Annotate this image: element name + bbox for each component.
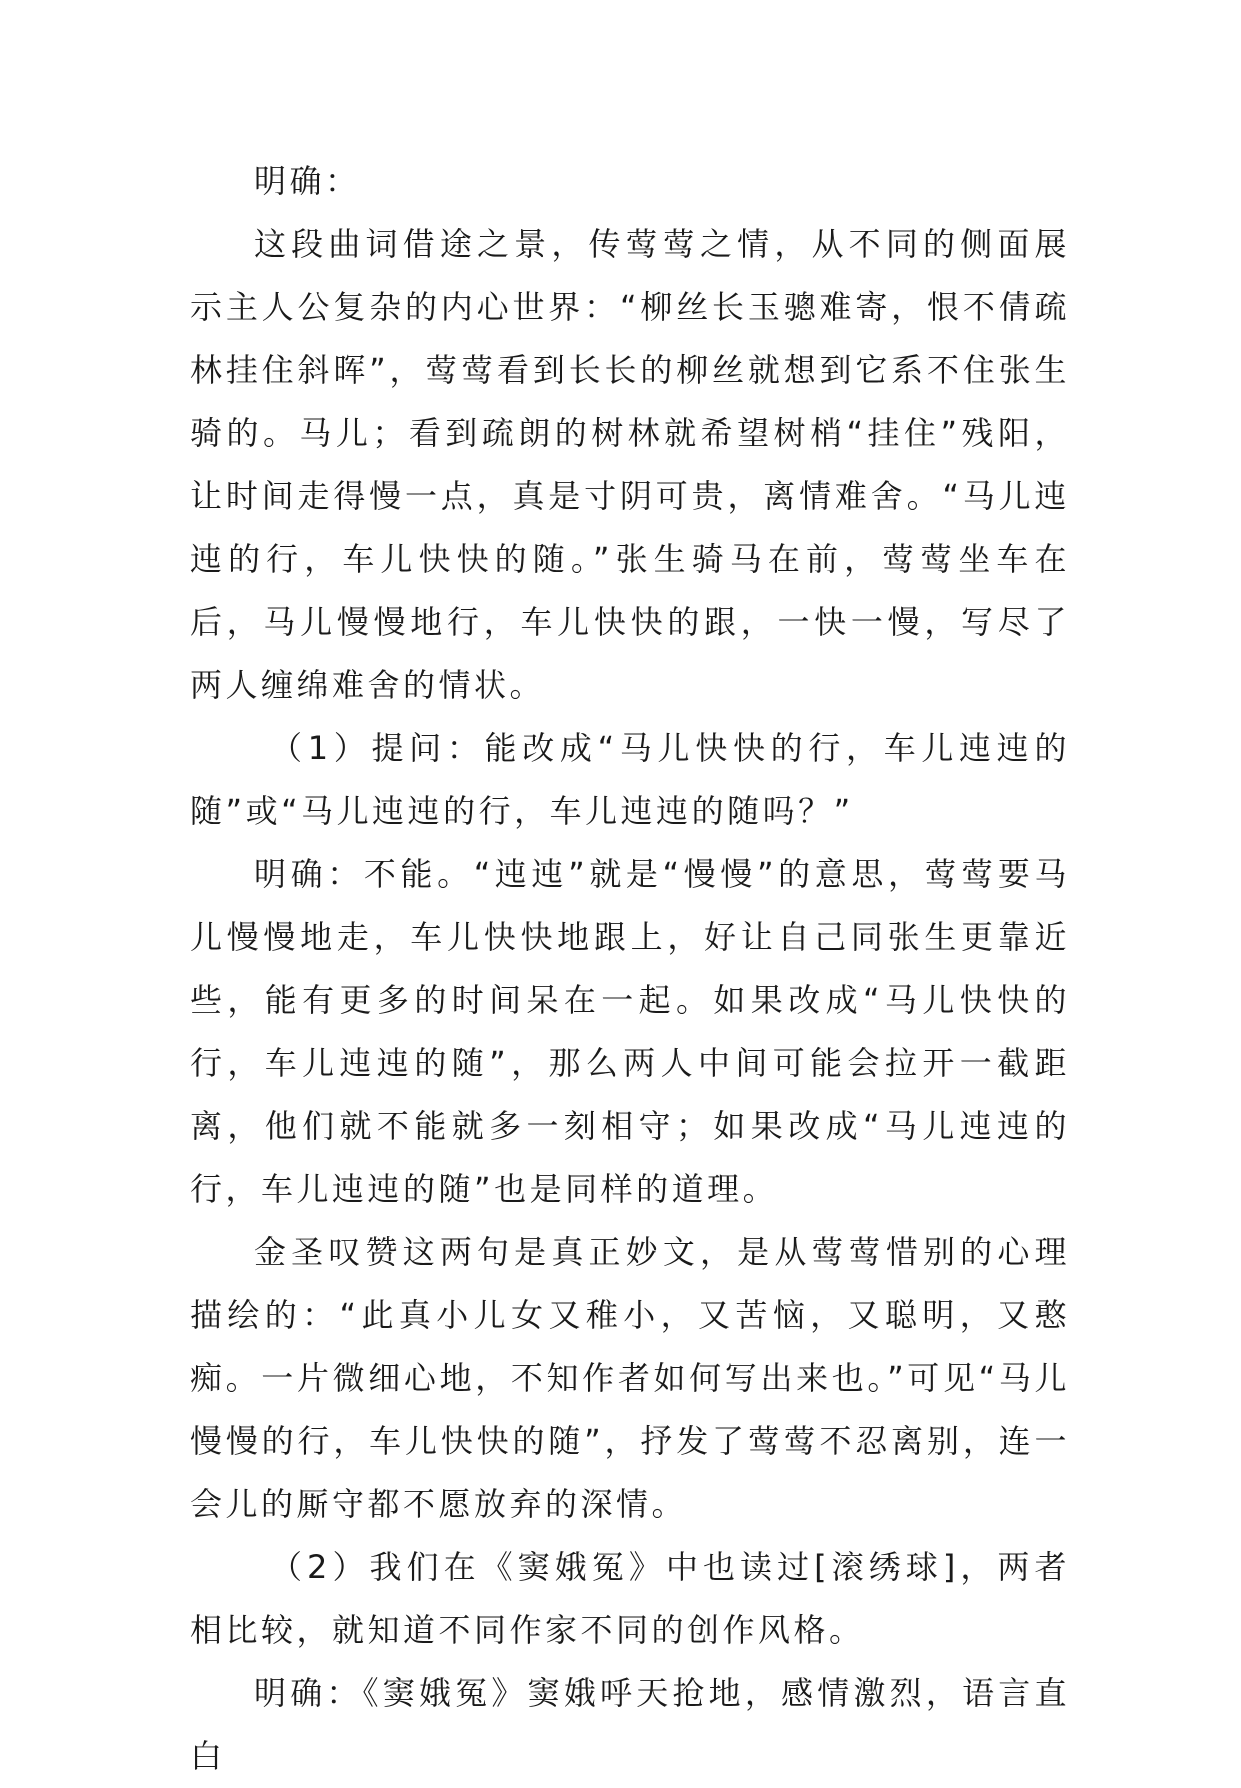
paragraph-answer-2: 明确：《窦娥冤》窦娥呼天抢地，感情激烈，语言直白 bbox=[190, 1674, 1070, 1775]
document-body bbox=[190, 150, 1070, 1788]
paragraph-analysis: 这段曲词借途之景，传莺莺之情，从不同的侧面展示主人公复杂的内心世界：“柳丝长玉骢难寄，恨不倩疏林挂住斜晖”，莺莺看到长长的柳丝就想到它系不住张生骑的。马儿；看到疏朗的树林就希望树梢“挂住”残阳，让时间走得慢一点，真是寸阴可贵，离情难舍。“马儿迍迍的行，车儿快快的随。”张生骑马在前，莺莺坐车在后，马儿慢慢地行，车儿快快的跟，一快一慢，写尽了两人缠绵难舍的情状。 bbox=[190, 225, 1070, 704]
paragraph-answer-1: 明确：不能。“迍迍”就是“慢慢”的意思，莺莺要马儿慢慢地走，车儿快快地跟上，好让自己同张生更靠近些，能有更多的时间呆在一起。如果改成“马儿快快的行，车儿迍迍的随”，那么两人中间可能会拉开一截距离，他们就不能就多一刻相守；如果改成“马儿迍迍的行，车儿迍迍的随”也是同样的道理。 bbox=[190, 855, 1070, 1208]
paragraph-question-2: （2）我们在《窦娥冤》中也读过[滚绣球]，两者相比较，就知道不同作家不同的创作风格。 bbox=[190, 1548, 1070, 1649]
paragraph-answer-label: 明确： bbox=[254, 162, 361, 200]
paragraph-jin-shengtan: 金圣叹赞这两句是真正妙文，是从莺莺惜别的心理描绘的：“此真小儿女又稚小，又苦恼，又聪明，又憨痴。一片微细心地，不知作者如何写出来也。”可见“马儿慢慢的行，车儿快快的随”，抒发了莺莺不忍离别，连一会儿的厮守都不愿放弃的深情。 bbox=[190, 1233, 1070, 1523]
paragraph-question-1: （1）提问：能改成“马儿快快的行，车儿迍迍的随”或“马儿迍迍的行，车儿迍迍的随吗？” bbox=[190, 729, 1070, 830]
